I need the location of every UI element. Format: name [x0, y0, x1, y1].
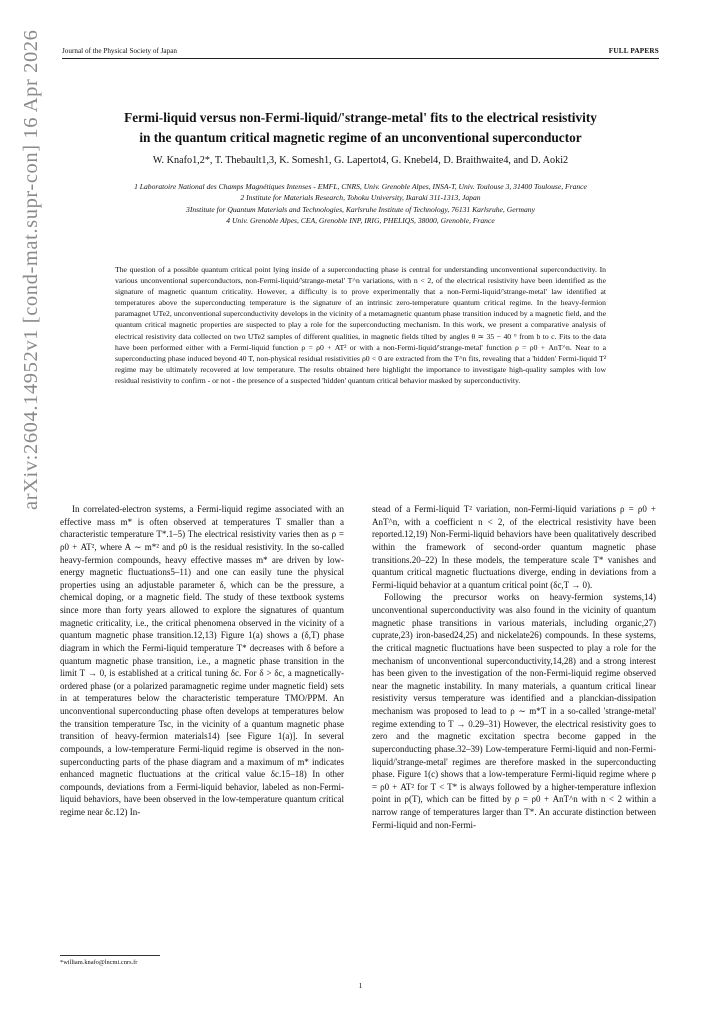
affiliation-4: 4 Univ. Grenoble Alpes, CEA, Grenoble INP, IRIG, PHELIQS, 38000, Grenoble, France [226, 216, 495, 226]
author-list: W. Knafo1,2*, T. Thebault1,3, K. Somesh1, G. Lapertot4, G. Knebel4, D. Braithwaite4, and D. Aoki2 [152, 155, 569, 166]
affiliation-2: 2 Institute for Materials Research, Tohoku University, Ikaraki 311-1313, Japan [240, 193, 481, 203]
footnote-email: *william.knafo@lncmi.cnrs.fr [60, 959, 138, 966]
body-column-right [372, 503, 656, 831]
affiliation-3: 3Institute for Quantum Materials and Technologies, Karlsruhe Institute of Technology, 76131 Karlsruhe, Germany [186, 204, 535, 214]
footnote-rule [60, 955, 160, 956]
body-paragraph: In correlated-electron systems, a Fermi-liquid regime associated with an effective mass m* is often observed at temperatures T smaller than a characteristic temperature T*.1–5) The electrical resistivity varies then as ρ = ρ0 + AT², where A ∼ m*² and ρ0 is the residual resistivity. In the so-called heavy-fermion compounds, heavy effective masses m* are driven by low-energy magnetic fluctuations5–11) and one can easily tune the physical properties using an adjustable parameter δ, which can be the pressure, a chemical doping, or a magnetic field. The study of these textbook systems since more than forty years allowed to explore the signatures of quantum magnetic criticality, i.e., the critical phenomena observed in the vicinity of a quantum magnetic phase transition.12,13) Figure 1(a) shows a (δ,T) phase diagram in which the Fermi-liquid temperature T* decreases with δ before a quantum magnetic phase transition, i.e., a magnetic phase transition in the limit T → 0, is established at a critical tuning δc. For δ > δc, a magnetically-ordered phase (or a polarized paramagnetic regime under magnetic field) sets in at temperatures below the characteristic temperature TMO/PPM. An unconventional superconducting phase often develops at temperatures below the transition temperature Tsc, in the vicinity of a quantum magnetic phase transition of heavy-fermion materials14) [see Figure 1(a)]. In several compounds, a low-temperature Fermi-liquid regime is observed in the non-superconducting parts of the phase diagram and a maximum of m* indicates enhanced magnetic fluctuations at the critical value δc.15–18) In other compounds, deviations from a Fermi-liquid behavior, labeled as non-Fermi-liquid behaviors, have been observed in the low-temperature quantum critical regime near δc.12) In- [60, 504, 344, 817]
body-paragraph: Following the precursor works on heavy-fermion systems,14) unconventional superconductivity was also found in the vicinity of quantum magnetic phase transitions in various materials, including organic,27) cuprate,23) iron-based24,25) and nickelate26) compounds. In these systems, the critical magnetic fluctuations have been suspected to play a role for the mechanism of unconventional superconductivity,14,28) and a strong interest has been given to the investigation of the non-Fermi-liquid regime observed near the magnetic instability. In many materials, a quantum critical linear resistivity versus temperature was identified and a planckian-dissipation mechanism was proposed to lead to ρ ∼ m*T in a so-called 'strange-metal' regime extending to T → 0.29–31) However, the electrical resistivity goes to zero and the magnetic excitation spectra become gapped in the superconducting phase.32–39) Low-temperature Fermi-liquid and non-Fermi-liquid/'strange-metal' regimes are therefore masked in the superconducting phase. Figure 1(c) shows that a low-temperature Fermi-liquid regime where ρ = ρ0 + AT² for T < T* is always followed by a higher-temperature inflexion point in ρ(T), which can be fitted by ρ = ρ0 + AnT^n with n < 2 within a narrow range of temperatures larger than T*. An accurate distinction between Fermi-liquid and non-Fermi- [372, 592, 656, 830]
header-rule [62, 58, 659, 59]
section-header: FULL PAPERS [608, 47, 659, 55]
paper-title [70, 108, 651, 148]
title-line-1: Fermi-liquid versus non-Fermi-liquid/'strange-metal' fits to the electrical resistivity [124, 110, 597, 125]
page-number: 1 [358, 981, 363, 990]
arxiv-id: arXiv:2604.14952v1 [cond-mat.supr-con] 16 Apr 2026 [20, 29, 42, 510]
abstract: The question of a possible quantum critical point lying inside of a superconducting phase is central for understanding unconventional superconductivity. In various unconventional superconductors, non-Fermi-liquid/'strange-metal' T^n variations, with n < 2, of the electrical resistivity have been identified as the signature of magnetic quantum criticality. However, a difficulty is to prove experimentally that a non-Fermi-liquid/'strange-metal' law identified at temperatures above the superconducting temperature is the signature of an intrinsic zero-temperature quantum critical regime. In the heavy-fermion paramagnet UTe2, unconventional superconductivity develops in the vicinity of a metamagnetic quantum phase transition induced by a magnetic field, and the quantum critical magnetic properties are suspected to play a role for the superconducting mechanism. In this work, we present a comparative analysis of electrical resistivity data collected on two UTe2 samples of different qualities, in magnetic fields tilted by angles θ ≃ 35 − 40 ° from b to c. Fits to the data have been performed either with a Fermi-liquid function ρ = ρ0 + AT² or with a non-Fermi-liquid/'strange-metal' function ρ = ρ0 + AnT^n. Near to a superconducting phase induced beyond 40 T, non-physical residual resistivities ρ0 < 0 are extracted from the T^n fits, revealing that a 'hidden' Fermi-liquid T² regime may be ultimately recovered at low temperature. The results obtained here highlight the importance to investigate high-quality samples with low residual resistivity to confirm - or not - the presence of a suspected 'hidden' quantum critical behavior masked by superconductivity. [115, 265, 606, 385]
affiliations [90, 181, 631, 227]
affiliation-1: 1 Laboratoire National des Champs Magnétiques Intenses - EMFL, CNRS, Univ. Grenoble Alpes, INSA-T, Univ. Toulouse 3, 31400 Toulouse, France [134, 182, 587, 191]
body-paragraph: stead of a Fermi-liquid T² variation, non-Fermi-liquid variations ρ = ρ0 + AnT^n, with a coefficient n < 2, of the electrical resistivity have been reported.12,19) Non-Fermi-liquid behaviors have been qualitatively described within the framework of second-order quantum magnetic phase transitions.20–22) In these models, the temperature scale T* vanishes and quantum critical magnetic fluctuations diverge, ending in deviations from a Fermi-liquid behavior at a quantum critical point (δc,T → 0). [372, 504, 656, 590]
body-column-left [60, 503, 344, 819]
title-line-2: in the quantum critical magnetic regime of an unconventional superconductor [139, 130, 582, 145]
journal-header: Journal of the Physical Society of Japan [62, 47, 177, 55]
